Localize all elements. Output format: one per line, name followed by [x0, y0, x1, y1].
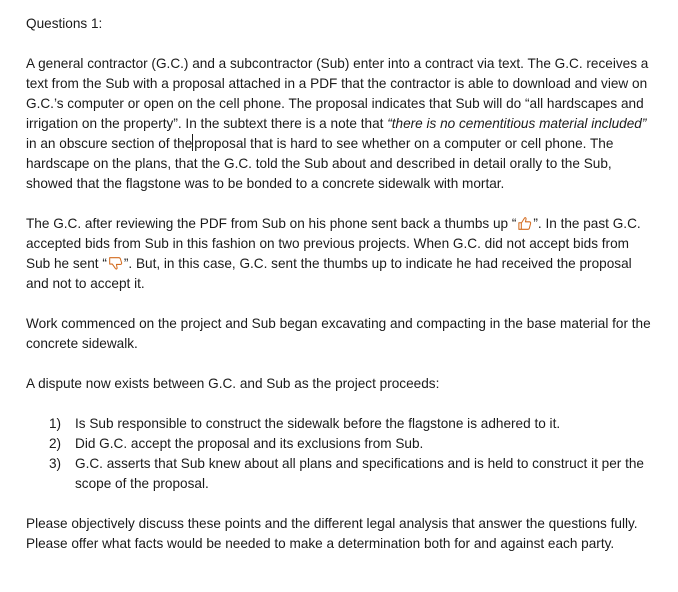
document-body: [26, 14, 656, 574]
list-item-number: 2): [49, 436, 62, 451]
p1-text-c: proposal that is hard to see whether on a computer or cell phone. The hardscape on the plans, that the G.C. told the Sub about and described in detail orally to the Sub, showed that the flagstone was to be bonded to a concrete sidewalk with mortar.: [26, 136, 614, 191]
paragraph-thumbs-up: [26, 214, 656, 294]
paragraph-dispute: A dispute now exists between G.C. and Sub as the project proceeds:: [26, 376, 440, 391]
p2-text-c: ”. But, in this case, G.C. sent the thumbs up to indicate he had received the proposal and not to accept it.: [26, 256, 632, 291]
list-item-number: 1): [49, 416, 62, 431]
p1-text-b: in an obscure section of the: [26, 136, 193, 151]
list-item-text: Did G.C. accept the proposal and its exclusions from Sub.: [75, 436, 424, 451]
p2-text-b: ”. In the past G.C. accepted bids from Sub in this fashion on two previous projects. When G.C. did not accept bids from Sub he sent “: [26, 216, 641, 271]
paragraph-contract-formation: [26, 54, 656, 194]
list-item: [26, 454, 656, 494]
list-item-text: Is Sub responsible to construct the sidewalk before the flagstone is adhered to it.: [75, 416, 561, 431]
paragraph-instructions: Please objectively discuss these points and the different legal analysis that answer the questions fully. Please offer what facts would be needed to make a determination both for and against each party.: [26, 516, 638, 551]
thumbs-down-icon: [108, 256, 123, 271]
paragraph-work-commenced: Work commenced on the project and Sub began excavating and compacting in the base material for the concrete sidewalk.: [26, 316, 651, 351]
list-item: [26, 414, 656, 434]
thumbs-up-icon: [517, 216, 532, 231]
p1-text-a: A general contractor (G.C.) and a subcontractor (Sub) enter into a contract via text. The G.C. receives a text from the Sub with a proposal attached in a PDF that the contractor is able to download and view on G.C.’s computer or open on the cell phone. The proposal indicates that Sub will do “all hardscapes and irrigation on the property”. In the subtext there is a note that: [26, 56, 649, 131]
page-title: Questions 1:: [26, 16, 103, 31]
questions-list: [26, 414, 656, 494]
p1-italic-note: “there is no cementitious material included”: [387, 116, 647, 131]
list-item: [26, 434, 656, 454]
list-item-text: G.C. asserts that Sub knew about all plans and specifications and is held to construct it per the scope of the proposal.: [75, 456, 644, 491]
list-item-number: 3): [49, 456, 62, 471]
p2-text-a: The G.C. after reviewing the PDF from Sub on his phone sent back a thumbs up “: [26, 216, 517, 231]
